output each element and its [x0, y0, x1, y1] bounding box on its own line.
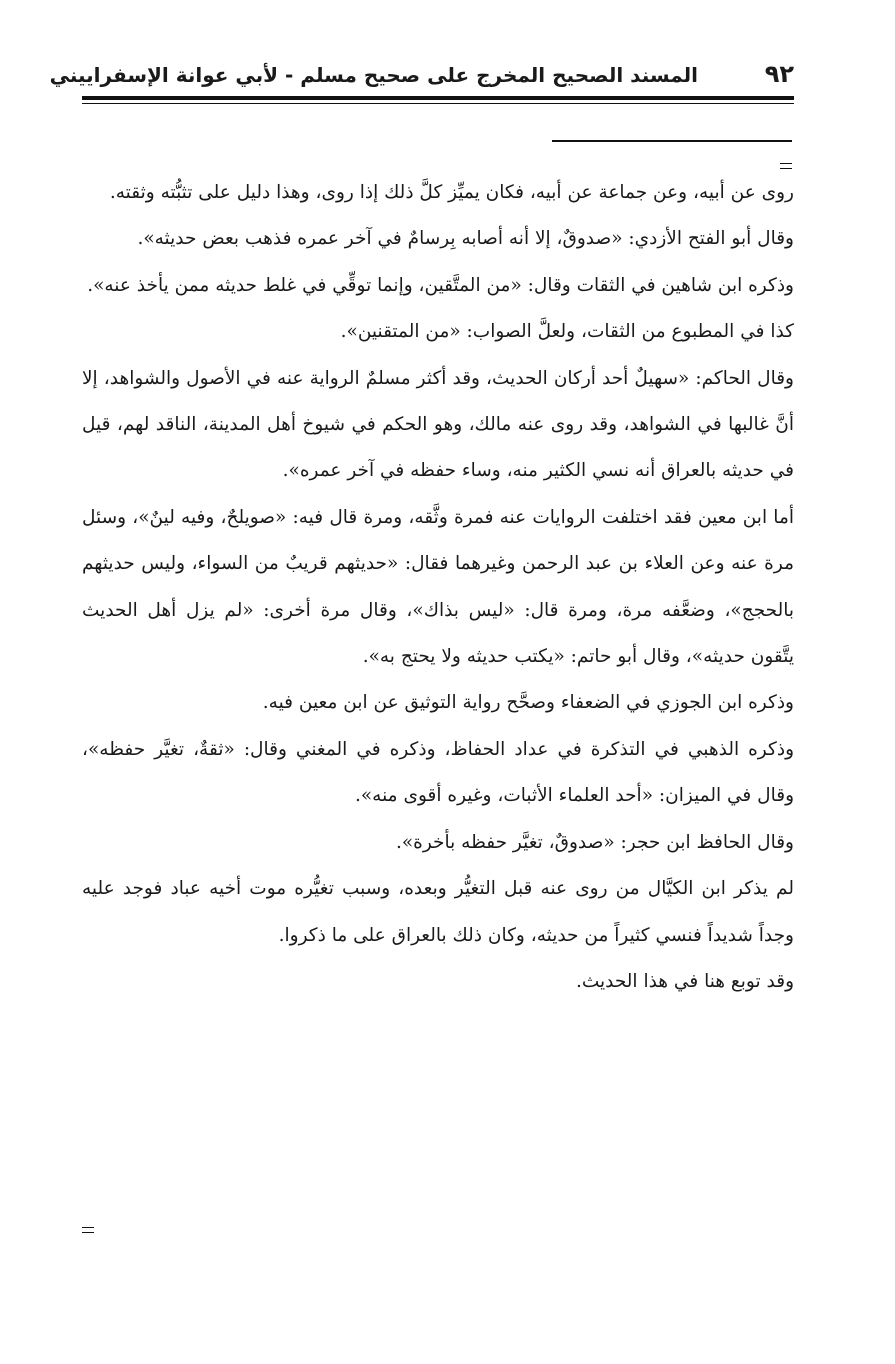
paragraph: لم يذكر ابن الكيَّال من روى عنه قبل التغيُّر وبعده، وسبب تغيُّره موت أخيه عباد فوجد عليه وجداً شديداً فنسي كثيراً من حديثه، وكان ذلك بالعراق على ما ذكروا. [82, 878, 794, 946]
running-title: المسند الصحيح المخرج على صحيح مسلم - لأبي عوانة الإسفراييني [49, 63, 698, 87]
continuation-mark-bottom [82, 1227, 94, 1233]
paragraph: وذكره ابن الجوزي في الضعفاء وصحَّح رواية التوثيق عن ابن معين فيه. [262, 692, 794, 714]
paragraph: أما ابن معين فقد اختلفت الروايات عنه فمرة وثَّقه، ومرة قال فيه: «صويلحٌ، وفيه لينٌ»، وسئل مرة عنه وعن العلاء بن عبد الرحمن وغيرهما فقال: «حديثهم قريبٌ من السواء، وليس حديثهم بالحجج»، وضعَّفه مرة، ومرة قال: «ليس بذاك»، وقال مرة أخرى: «لم يزل أهل الحديث يتَّقون حديثه»، وقال أبو حاتم: «يكتب حديثه ولا يحتج به». [82, 506, 794, 668]
page-header [49, 60, 794, 96]
continuation-mark-top [780, 163, 792, 169]
footnote-body [82, 170, 794, 1005]
paragraph: وقال أبو الفتح الأزدي: «صدوقٌ، إلا أنه أصابه بِرسامٌ في آخر عمره فذهب بعض حديثه». [137, 228, 794, 250]
paragraph: وقال الحاكم: «سهيلٌ أحد أركان الحديث، وقد أكثر مسلمٌ الرواية عنه في الأصول والشواهد، إلا أنَّ غالبها في الشواهد، وقد روى عنه مالك، وهو الحكم في شيوخ أهل المدينة، الناقد لهم، قيل في حديثه بالعراق أنه نسي الكثير منه، وساء حفظه في آخر عمره». [82, 367, 794, 482]
paragraph: وذكره ابن شاهين في الثقات وقال: «من المتَّقين، وإنما توقِّي في غلط حديثه ممن يأخذ عنه». [87, 274, 794, 296]
paragraph: وذكره الذهبي في التذكرة في عداد الحفاظ، وذكره في المغني وقال: «ثقةٌ، تغيَّر حفظه»، وقال في الميزان: «أحد العلماء الأثبات، وغيره أقوى منه». [82, 738, 794, 807]
footnote-rule [552, 140, 792, 142]
paragraph: وقال الحافظ ابن حجر: «صدوقٌ، تغيَّر حفظه بأخرة». [395, 831, 794, 853]
paragraph: روى عن أبيه، وعن جماعة عن أبيه، فكان يميِّز كلَّ ذلك إذا روى، وهذا دليل على تثبُّته وثقته. [109, 182, 794, 203]
page-number: ٩٢ [764, 60, 794, 88]
paragraph: كذا في المطبوع من الثقات، ولعلَّ الصواب: «من المتقنين». [340, 321, 794, 343]
paragraph: وقد توبع هنا في هذا الحديث. [575, 970, 794, 992]
header-rule-thick [82, 96, 794, 100]
header-rule-thin [82, 103, 794, 104]
